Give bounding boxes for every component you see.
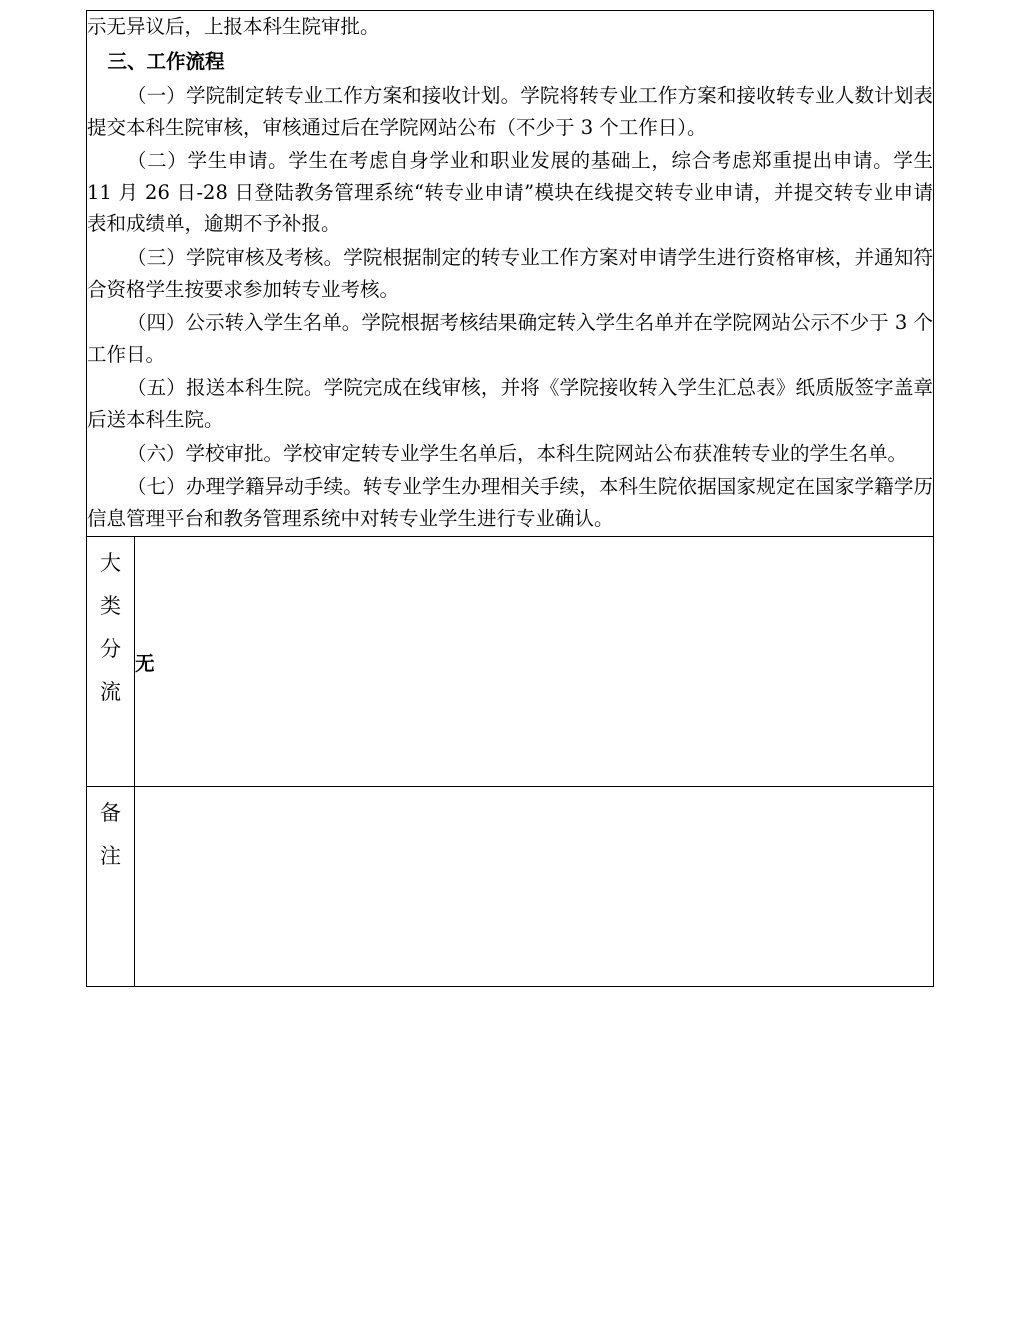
row-value-remarks	[135, 787, 934, 987]
label-char: 备	[100, 801, 121, 826]
workflow-step-5: （五）报送本科生院。学院完成在线审核，并将《学院接收转入学生汇总表》纸质版签字盖章后送本科生院。	[87, 376, 933, 431]
row-label-remarks-text	[87, 796, 134, 873]
section-heading: 三、工作流程	[107, 49, 225, 73]
label-char: 注	[100, 844, 121, 869]
form-table	[86, 10, 934, 987]
row-value-category-split: 无	[135, 537, 934, 787]
table-row-category-split	[87, 537, 934, 787]
continued-paragraph: 示无异议后，上报本科生院审批。	[87, 15, 380, 38]
table-row-content	[87, 11, 934, 537]
row-label-remarks	[87, 787, 135, 987]
row-label-category-split	[87, 537, 135, 787]
label-char: 分	[100, 637, 121, 662]
workflow-step-1: （一）学院制定转专业工作方案和接收计划。学院将转专业工作方案和接收转专业人数计划表提交本科生院审核，审核通过后在学院网站公布（不少于 3 个工作日）。	[87, 84, 933, 139]
label-char: 类	[100, 594, 121, 619]
workflow-step-2: （二）学生申请。学生在考虑自身学业和职业发展的基础上，综合考虑郑重提出申请。学生 11 月 26 日-28 日登陆教务管理系统“转专业申请”模块在线提交转专业申请，并提交转专业申请表和成绩单，逾期不予补报。	[87, 149, 933, 236]
row-label-category-split-text	[87, 546, 134, 709]
workflow-step-3: （三）学院审核及考核。学院根据制定的转专业工作方案对申请学生进行资格审核，并通知符合资格学生按要求参加转专业考核。	[87, 246, 933, 301]
workflow-step-7: （七）办理学籍异动手续。转专业学生办理相关手续，本科生院依据国家规定在国家学籍学历信息管理平台和教务管理系统中对转专业学生进行专业确认。	[87, 475, 933, 530]
workflow-content-cell	[87, 11, 934, 537]
workflow-step-4: （四）公示转入学生名单。学院根据考核结果确定转入学生名单并在学院网站公示不少于 3 个工作日。	[87, 311, 933, 366]
workflow-step-6: （六）学校审批。学校审定转专业学生名单后，本科生院网站公布获准转专业的学生名单。	[126, 441, 907, 465]
table-row-remarks	[87, 787, 934, 987]
label-char: 大	[100, 551, 121, 576]
label-char: 流	[100, 680, 121, 705]
